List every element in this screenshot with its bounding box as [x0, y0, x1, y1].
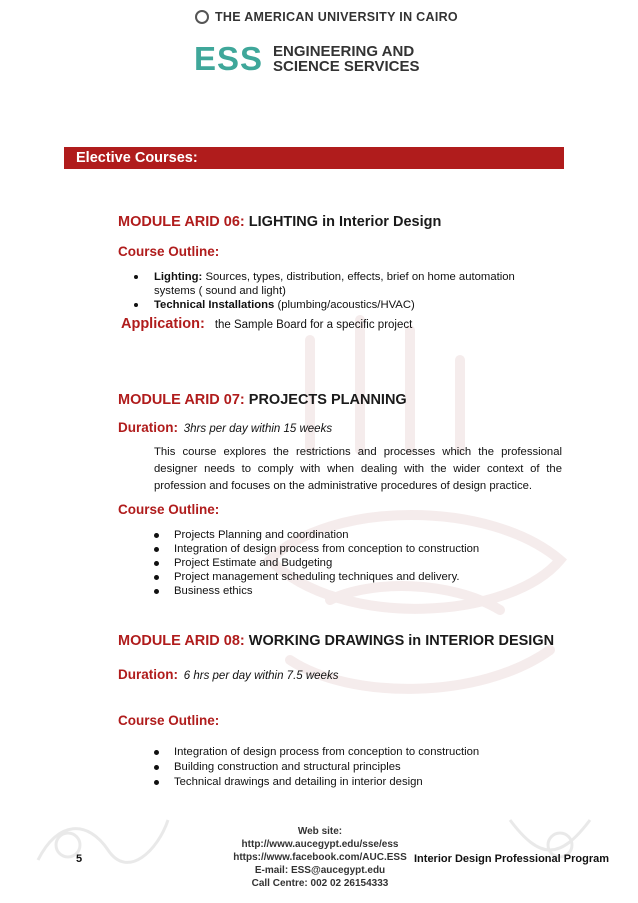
list-item [154, 775, 564, 790]
bullet-icon [154, 780, 159, 785]
list-item [134, 270, 554, 298]
corner-ornament-right [500, 800, 600, 880]
module-08-outline-label: Course Outline: [118, 713, 220, 728]
ess-line-2: SCIENCE SERVICES [273, 58, 420, 75]
auc-header [195, 10, 458, 24]
module-08-code: MODULE ARID 08: [118, 633, 245, 649]
calligraphy-watermark [250, 300, 580, 720]
list-item [154, 570, 564, 584]
module-07-code: MODULE ARID 07: [118, 392, 245, 408]
application-text: the Sample Board for a specific project [214, 319, 413, 331]
module-06-outline-list [134, 270, 554, 312]
bullet-icon [134, 275, 138, 279]
module-06-name: LIGHTING in Interior Design [248, 214, 442, 230]
module-07-duration [118, 420, 332, 435]
list-item-cont: systems ( sound and light) [154, 285, 286, 297]
footer-facebook: https://www.facebook.com/AUC.ESS [233, 852, 407, 863]
list-item-text: Project management scheduling techniques and delivery. [174, 571, 460, 583]
list-item-text: Project Estimate and Budgeting [174, 557, 333, 569]
module-07-name: PROJECTS PLANNING [248, 392, 407, 408]
section-header-bar [64, 147, 564, 169]
module-08-title [118, 633, 554, 649]
list-item [134, 298, 554, 312]
module-07-description: This course explores the restrictions and processes which the professional designer needs to comply with when dealing with the wider context of the profession and focuses on the administrative procedures of design practice. [154, 446, 562, 492]
footer-website: Web site: http://www.aucegypt.edu/sse/ess [241, 826, 399, 850]
footer-call-centre: Call Centre: 002 02 26154333 [251, 878, 389, 889]
section-title: Elective Courses: [76, 150, 198, 166]
auc-seal-icon [195, 10, 209, 24]
module-06-application [121, 316, 412, 332]
list-item [154, 542, 564, 556]
duration-label: Duration: [118, 667, 178, 682]
module-07-outline-label: Course Outline: [118, 502, 220, 517]
module-08-outline-list [154, 745, 564, 790]
list-item-text: Integration of design process from conception to construction [174, 746, 480, 758]
module-06-title [118, 214, 441, 230]
duration-label: Duration: [118, 420, 178, 435]
page-number: 5 [76, 853, 83, 865]
list-item-text: Building construction and structural principles [174, 761, 401, 773]
list-item [154, 528, 564, 542]
ess-logo [194, 40, 419, 78]
bullet-icon [154, 575, 159, 580]
list-item-bold: Lighting: [154, 271, 203, 283]
list-item-text: Integration of design process from conception to construction [174, 543, 480, 555]
list-item [154, 584, 564, 598]
bullet-icon [154, 547, 159, 552]
ess-logo-mark: ESS [194, 40, 264, 77]
duration-text: 6 hrs per day within 7.5 weeks [183, 670, 339, 682]
program-name: Interior Design Professional Program [414, 853, 609, 865]
module-08-name: WORKING DRAWINGS in INTERIOR DESIGN [248, 633, 555, 649]
bullet-icon [154, 765, 159, 770]
module-07-title [118, 392, 407, 408]
bullet-icon [134, 303, 138, 307]
module-06-outline-label: Course Outline: [118, 244, 220, 259]
bullet-icon [154, 533, 159, 538]
application-label: Application: [121, 316, 205, 332]
university-name: THE AMERICAN UNIVERSITY IN CAIRO [215, 10, 458, 24]
ess-logo-text [273, 44, 419, 74]
list-item-text: (plumbing/acoustics/HVAC) [277, 299, 415, 311]
ess-line-1: ENGINEERING AND [273, 43, 415, 60]
footer-email: E-mail: ESS@aucegypt.edu [254, 865, 386, 876]
list-item-text: Technical drawings and detailing in interior design [174, 776, 423, 788]
module-08-duration [118, 667, 338, 682]
list-item [154, 556, 564, 570]
list-item-bold: Technical Installations [154, 299, 275, 311]
duration-text: 3hrs per day within 15 weeks [183, 423, 333, 435]
list-item-text: Sources, types, distribution, effects, brief on home automation [205, 271, 515, 283]
bullet-icon [154, 561, 159, 566]
footer-contact [220, 825, 420, 890]
list-item-text: Projects Planning and coordination [174, 529, 349, 541]
bullet-icon [154, 589, 159, 594]
module-07-outline-list [154, 528, 564, 598]
list-item [154, 760, 564, 775]
corner-ornament-left [28, 800, 178, 880]
bullet-icon [154, 750, 159, 755]
list-item [154, 745, 564, 760]
module-06-code: MODULE ARID 06: [118, 214, 245, 230]
list-item-text: Business ethics [174, 585, 253, 597]
